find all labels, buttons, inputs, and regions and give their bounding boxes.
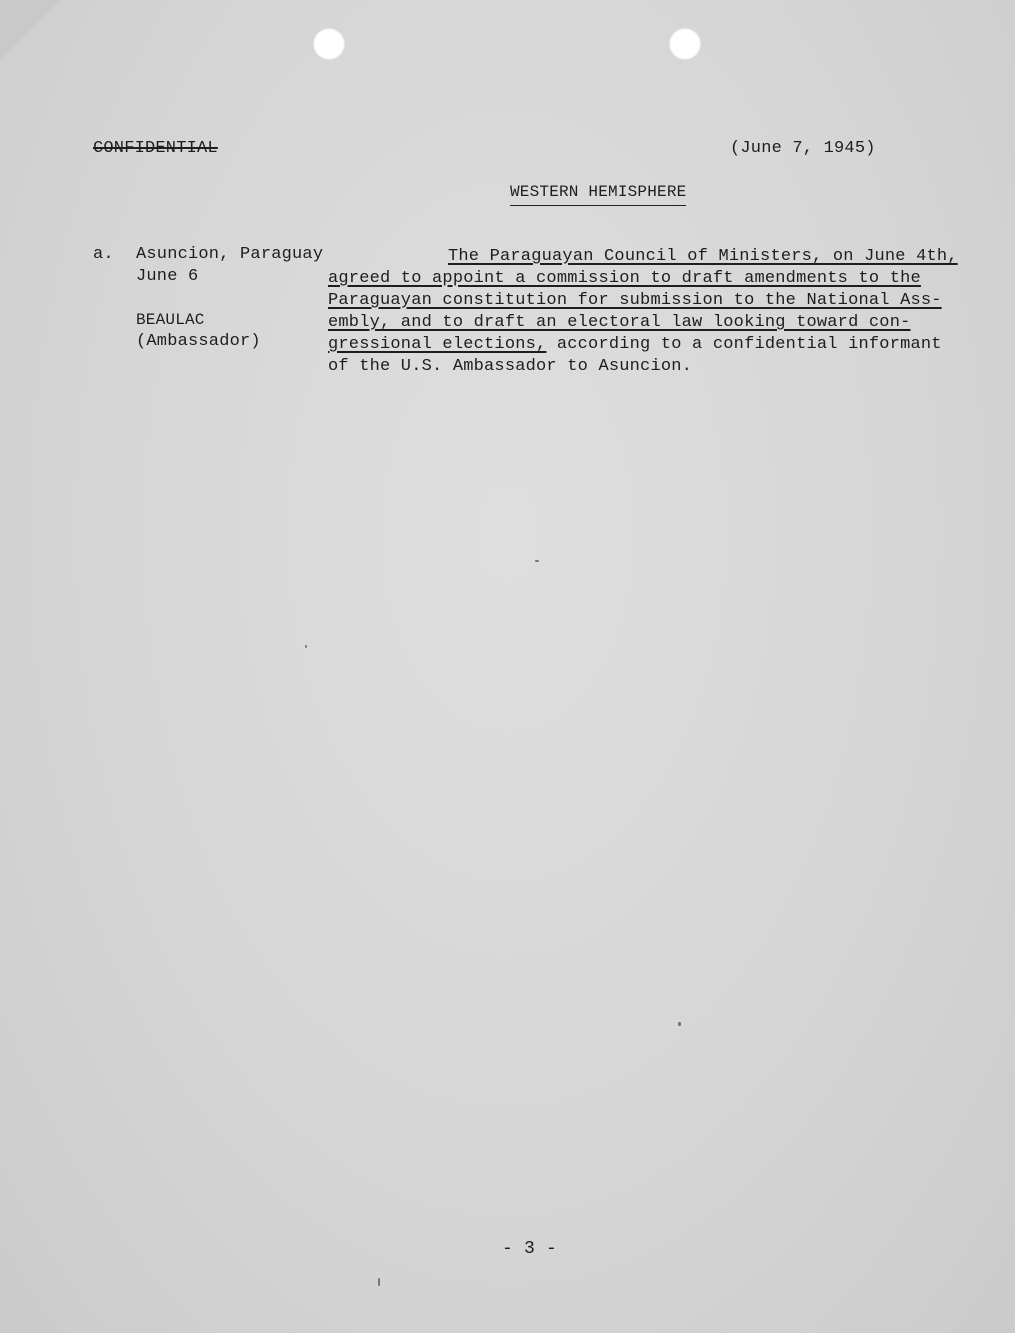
body-line-4: embly, and to draft an electoral law looking toward con- xyxy=(328,313,911,332)
item-role: (Ambassador) xyxy=(136,332,261,351)
body-line-5-rest: according to a confidential informant xyxy=(546,335,942,354)
item-place: Asuncion, Paraguay xyxy=(136,245,324,264)
body-line-5 xyxy=(328,334,942,356)
classification-mark: CONFIDENTIAL xyxy=(93,139,218,158)
paper-speck xyxy=(305,645,307,648)
body-line-3: Paraguayan constitution for submission to the National Ass- xyxy=(328,291,942,310)
item-date: June 6 xyxy=(136,267,199,286)
body-line-5-underlined: gressional elections, xyxy=(328,335,547,354)
paper-speck xyxy=(678,1022,681,1026)
punch-hole-left xyxy=(313,28,345,60)
paper-speck xyxy=(535,560,539,562)
torn-corner xyxy=(0,0,60,60)
paper-speck xyxy=(378,1278,380,1286)
document-date: (June 7, 1945) xyxy=(730,139,876,158)
punch-hole-right xyxy=(669,28,701,60)
body-line-6: of the U.S. Ambassador to Asuncion. xyxy=(328,357,693,376)
body-line-1: The Paraguayan Council of Ministers, on June 4th, xyxy=(448,247,958,266)
section-heading: WESTERN HEMISPHERE xyxy=(510,181,686,206)
page-number: - 3 - xyxy=(502,1239,558,1259)
body-line-2: agreed to appoint a commission to draft amendments to the xyxy=(328,269,921,288)
item-source: BEAULAC xyxy=(136,311,205,329)
item-letter: a. xyxy=(93,245,114,264)
